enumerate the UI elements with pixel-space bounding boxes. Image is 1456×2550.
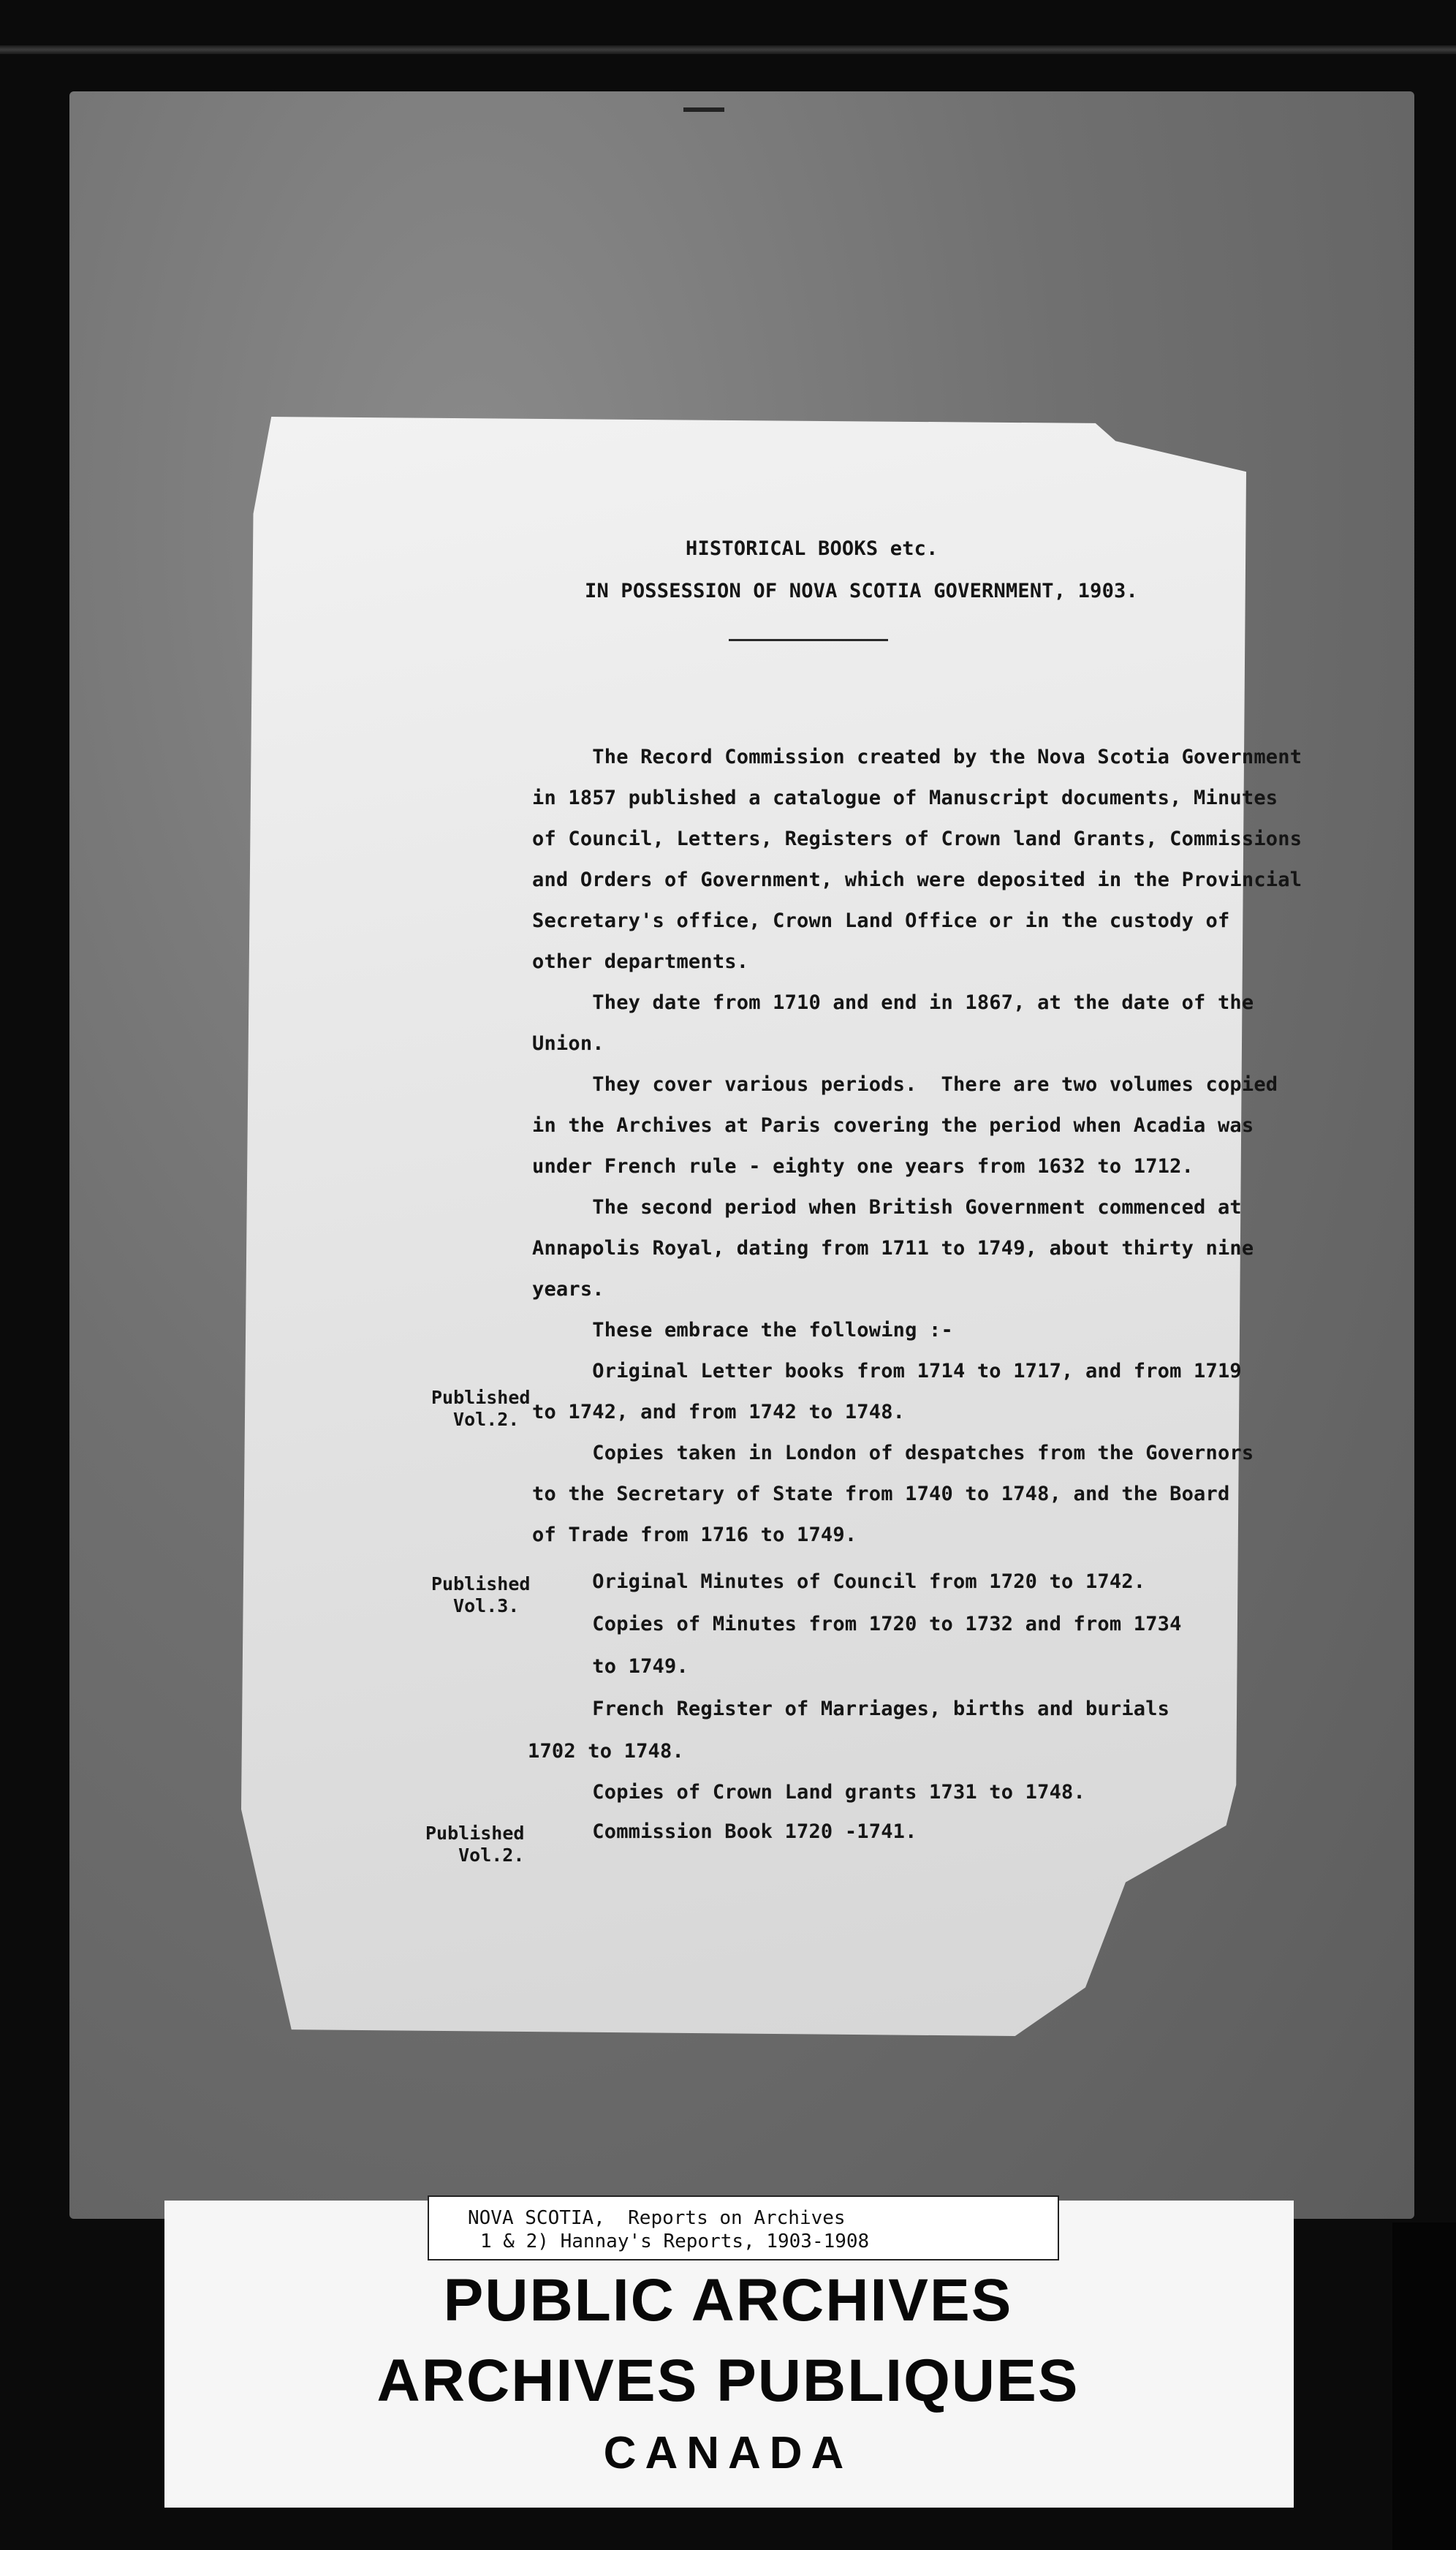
archive-stamp-french: ARCHIVES PUBLIQUES bbox=[376, 2347, 1080, 2414]
margin-note-volume: Vol.2. bbox=[442, 1409, 520, 1430]
margin-note-published: Published bbox=[431, 1573, 531, 1594]
scan-edge bbox=[0, 45, 1456, 54]
body-line: under French rule - eighty one years from 1632 to 1712. bbox=[532, 1155, 1194, 1178]
body-line: to the Secretary of State from 1740 to 1748, and the Board bbox=[532, 1483, 1230, 1505]
body-line: Secretary's office, Crown Land Office or in the custody of bbox=[532, 909, 1230, 932]
body-line: These embrace the following :- bbox=[532, 1319, 953, 1342]
body-line: to 1749. bbox=[532, 1655, 689, 1678]
body-line: 1702 to 1748. bbox=[528, 1740, 684, 1763]
index-card-line: 1 & 2) Hannay's Reports, 1903-1908 bbox=[480, 2231, 870, 2252]
index-card-line: NOVA SCOTIA, Reports on Archives bbox=[468, 2207, 846, 2229]
margin-note-volume: Vol.3. bbox=[442, 1595, 520, 1616]
body-line: Copies of Crown Land grants 1731 to 1748. bbox=[532, 1781, 1085, 1804]
body-line: Copies of Minutes from 1720 to 1732 and from 1734 bbox=[532, 1613, 1182, 1635]
body-line: of Trade from 1716 to 1749. bbox=[532, 1524, 857, 1546]
body-line: The Record Commission created by the Nova Scotia Government bbox=[532, 746, 1303, 768]
title-underline bbox=[729, 639, 888, 641]
body-line: They cover various periods. There are two volumes copied bbox=[532, 1073, 1278, 1096]
body-line: Original Minutes of Council from 1720 to 1742. bbox=[532, 1570, 1146, 1593]
body-line: and Orders of Government, which were deposited in the Provincial bbox=[532, 869, 1303, 891]
tape-mark bbox=[683, 107, 724, 112]
document-title: HISTORICAL BOOKS etc. bbox=[686, 537, 939, 560]
index-card bbox=[428, 2195, 1059, 2260]
body-line: Annapolis Royal, dating from 1711 to 1749, about thirty nine bbox=[532, 1237, 1254, 1260]
body-line: other departments. bbox=[532, 950, 749, 973]
body-line: Union. bbox=[532, 1032, 604, 1055]
margin-note-volume: Vol.2. bbox=[436, 1845, 525, 1866]
body-line: Commission Book 1720 -1741. bbox=[532, 1820, 917, 1843]
body-line: Original Letter books from 1714 to 1717, and from 1719 bbox=[532, 1360, 1242, 1382]
archive-stamp-country: CANADA bbox=[603, 2428, 853, 2478]
archive-stamp-english: PUBLIC ARCHIVES bbox=[443, 2267, 1013, 2334]
margin-note-published: Published bbox=[431, 1387, 531, 1408]
margin-note-published: Published bbox=[425, 1823, 525, 1844]
body-line: of Council, Letters, Registers of Crown land Grants, Commissions bbox=[532, 828, 1303, 850]
body-line: Copies taken in London of despatches from the Governors bbox=[532, 1442, 1254, 1464]
body-line: to 1742, and from 1742 to 1748. bbox=[532, 1401, 906, 1423]
body-line: in 1857 published a catalogue of Manuscript documents, Minutes bbox=[532, 787, 1278, 809]
body-line: The second period when British Government commenced at bbox=[532, 1196, 1242, 1219]
body-line: They date from 1710 and end in 1867, at the date of the bbox=[532, 991, 1254, 1014]
body-line: years. bbox=[532, 1278, 604, 1301]
body-line: in the Archives at Paris covering the period when Acadia was bbox=[532, 1114, 1254, 1137]
body-line: French Register of Marriages, births and burials bbox=[532, 1698, 1170, 1720]
document-subtitle: IN POSSESSION OF NOVA SCOTIA GOVERNMENT, 1903. bbox=[585, 580, 1138, 602]
